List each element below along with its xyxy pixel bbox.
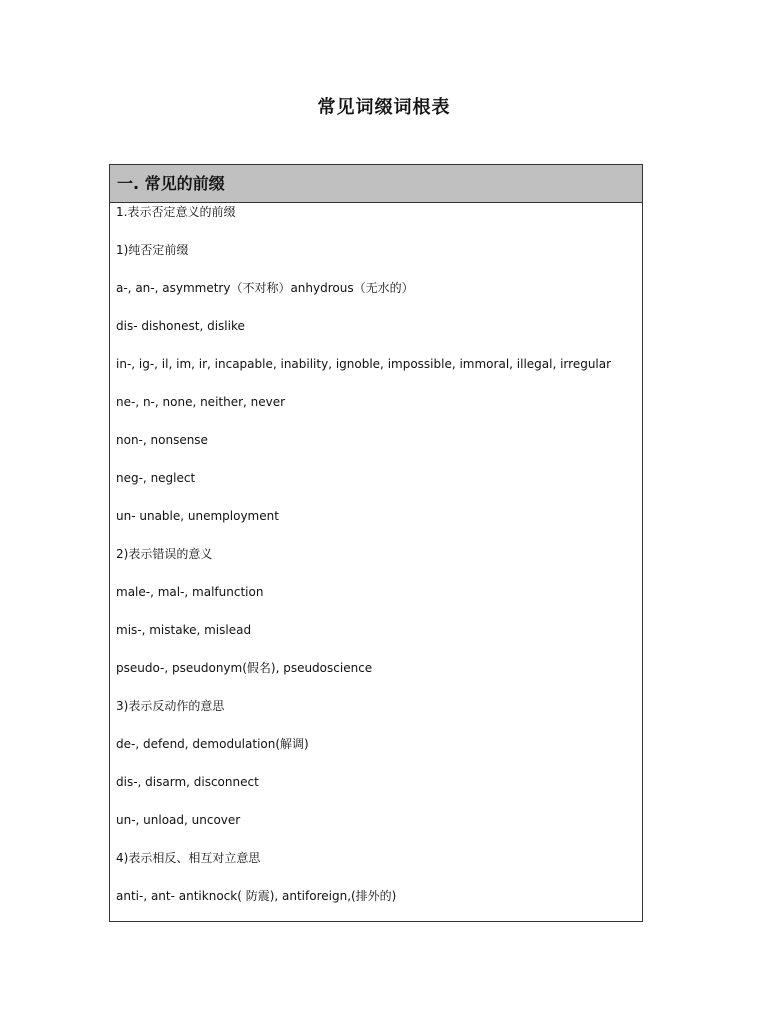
text-line: mis-, mistake, mislead <box>116 623 252 637</box>
text-line: un-, unload, uncover <box>116 813 241 827</box>
text-line: dis-, disarm, disconnect <box>116 775 259 789</box>
text-line: a-, an-, asymmetry（不对称）anhydrous（无水的） <box>116 281 414 295</box>
text-line: de-, defend, demodulation(解调) <box>116 737 309 751</box>
text-line: 1.表示否定意义的前缀 <box>116 205 236 219</box>
text-line: male-, mal-, malfunction <box>116 585 264 599</box>
text-line: in-, ig-, il, im, ir, incapable, inability, ignoble, impossible, immoral, illegal, irregular <box>116 357 612 371</box>
text-line: 3)表示反动作的意思 <box>116 699 225 713</box>
text-line: un- unable, unemployment <box>116 509 279 523</box>
text-line: dis- dishonest, dislike <box>116 319 245 333</box>
text-line: 1)纯否定前缀 <box>116 243 189 257</box>
text-line: non-, nonsense <box>116 433 208 447</box>
prefix-table <box>109 164 643 922</box>
section-heading: 一. 常见的前缀 <box>110 165 642 203</box>
document-title: 常见词缀词根表 <box>317 97 451 118</box>
text-line: neg-, neglect <box>116 471 196 485</box>
text-line: 2)表示错误的意义 <box>116 547 213 561</box>
prefix-line-list <box>110 203 642 925</box>
text-line: ne-, n-, none, neither, never <box>116 395 286 409</box>
text-line: pseudo-, pseudonym(假名), pseudoscience <box>116 661 373 675</box>
text-line: anti-, ant- antiknock( 防震), antiforeign,(排外的) <box>116 889 397 903</box>
text-line: 4)表示相反、相互对立意思 <box>116 851 261 865</box>
